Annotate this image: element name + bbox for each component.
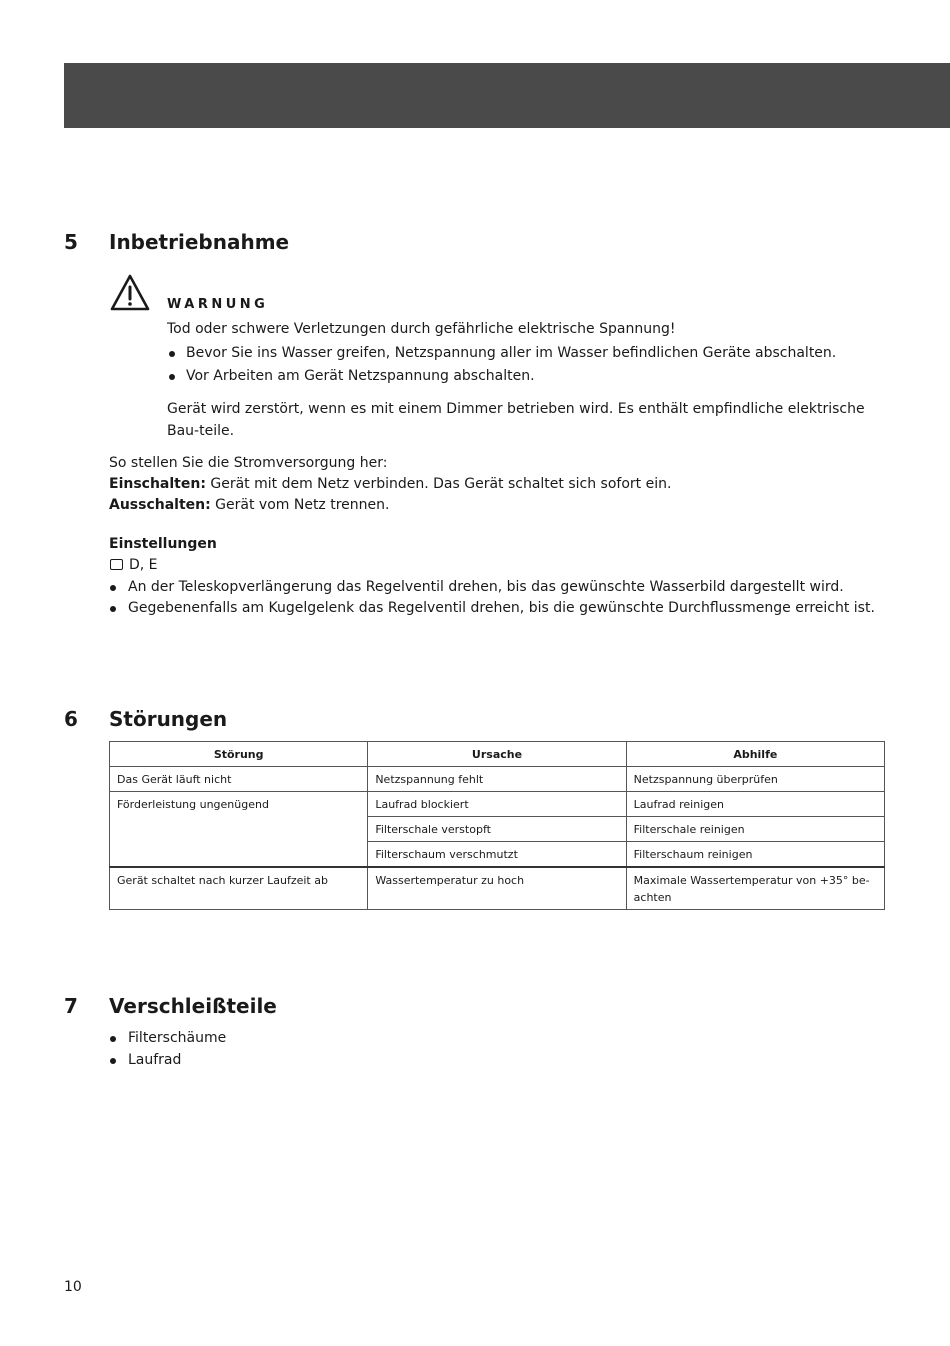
power-off-label: Ausschalten: xyxy=(109,497,211,513)
bullet-dot xyxy=(110,1036,116,1042)
wear-part-item: Laufrad xyxy=(128,1052,182,1068)
power-on-label: Einschalten: xyxy=(109,476,206,492)
cause-cell: Laufrad blockiert xyxy=(368,792,626,817)
fault-cell: Das Gerät läuft nicht xyxy=(110,767,368,792)
fault-cell: Förderleistung ungenügend xyxy=(110,792,368,868)
warning-note xyxy=(167,398,887,442)
power-off-text: Gerät vom Netz trennen. xyxy=(210,497,390,513)
cause-cell: Netzspannung fehlt xyxy=(368,767,626,792)
remedy-cell: Netzspannung überprüfen xyxy=(626,767,884,792)
section-6-title: Störungen xyxy=(109,707,228,731)
section-5-number: 5 xyxy=(64,230,78,254)
warning-text: Tod oder schwere Verletzungen durch gefährliche elektrische Spannung! xyxy=(167,321,676,337)
remedy-cell: Laufrad reinigen xyxy=(626,792,884,817)
page-number: 10 xyxy=(64,1279,82,1295)
power-on-line xyxy=(109,474,671,495)
bullet-dot xyxy=(110,606,116,612)
remedy-cell: Maximale Wassertemperatur von +35° be-achten xyxy=(626,867,884,910)
table-header-row xyxy=(110,742,885,767)
header-fault: Störung xyxy=(110,742,368,767)
wear-part-item: Filterschäume xyxy=(128,1030,227,1046)
warning-bullet-1: Bevor Sie ins Wasser greifen, Netzspannung aller im Wasser befindlichen Geräte abschalten. xyxy=(186,345,837,361)
bullet-dot xyxy=(169,351,175,357)
bullet-dot xyxy=(169,374,175,380)
header-remedy: Abhilfe xyxy=(626,742,884,767)
warning-bullet-2: Vor Arbeiten am Gerät Netzspannung abschalten. xyxy=(186,368,535,384)
warning-note-text: Gerät wird zerstört, wenn es mit einem Dimmer betrieben wird. Es enthält empfindliche elektrische Bau-teile. xyxy=(167,401,865,439)
figure-reference-icon xyxy=(110,559,123,570)
warning-triangle-icon xyxy=(110,274,150,312)
figure-reference: D, E xyxy=(129,557,158,573)
faults-table xyxy=(109,741,885,910)
remedy-cell: Filterschale reinigen xyxy=(626,817,884,842)
power-off-line xyxy=(109,495,389,516)
cause-cell: Filterschale verstopft xyxy=(368,817,626,842)
section-6-number: 6 xyxy=(64,707,78,731)
section-7-title: Verschleißteile xyxy=(109,994,277,1018)
cause-cell: Wassertemperatur zu hoch xyxy=(368,867,626,910)
power-intro: So stellen Sie die Stromversorgung her: xyxy=(109,455,388,471)
table-row xyxy=(110,792,885,817)
power-on-text: Gerät mit dem Netz verbinden. Das Gerät schaltet sich sofort ein. xyxy=(205,476,672,492)
settings-heading: Einstellungen xyxy=(109,536,217,552)
header-cause: Ursache xyxy=(368,742,626,767)
settings-bullet-1: An der Teleskopverlängerung das Regelventil drehen, bis das gewünschte Wasserbild dargestellt wird. xyxy=(128,579,844,595)
bullet-dot xyxy=(110,1058,116,1064)
section-7-number: 7 xyxy=(64,994,78,1018)
section-5-title: Inbetriebnahme xyxy=(109,230,290,254)
table-row xyxy=(110,767,885,792)
warning-title: WARNUNG xyxy=(167,297,269,312)
fault-cell: Gerät schaltet nach kurzer Laufzeit ab xyxy=(110,867,368,910)
header-bar xyxy=(64,63,950,128)
cause-cell: Filterschaum verschmutzt xyxy=(368,842,626,868)
table-row xyxy=(110,867,885,910)
bullet-dot xyxy=(110,585,116,591)
settings-bullet-2: Gegebenenfalls am Kugelgelenk das Regelventil drehen, bis die gewünschte Durchflussmenge erreicht ist. xyxy=(128,600,875,616)
remedy-cell: Filterschaum reinigen xyxy=(626,842,884,868)
